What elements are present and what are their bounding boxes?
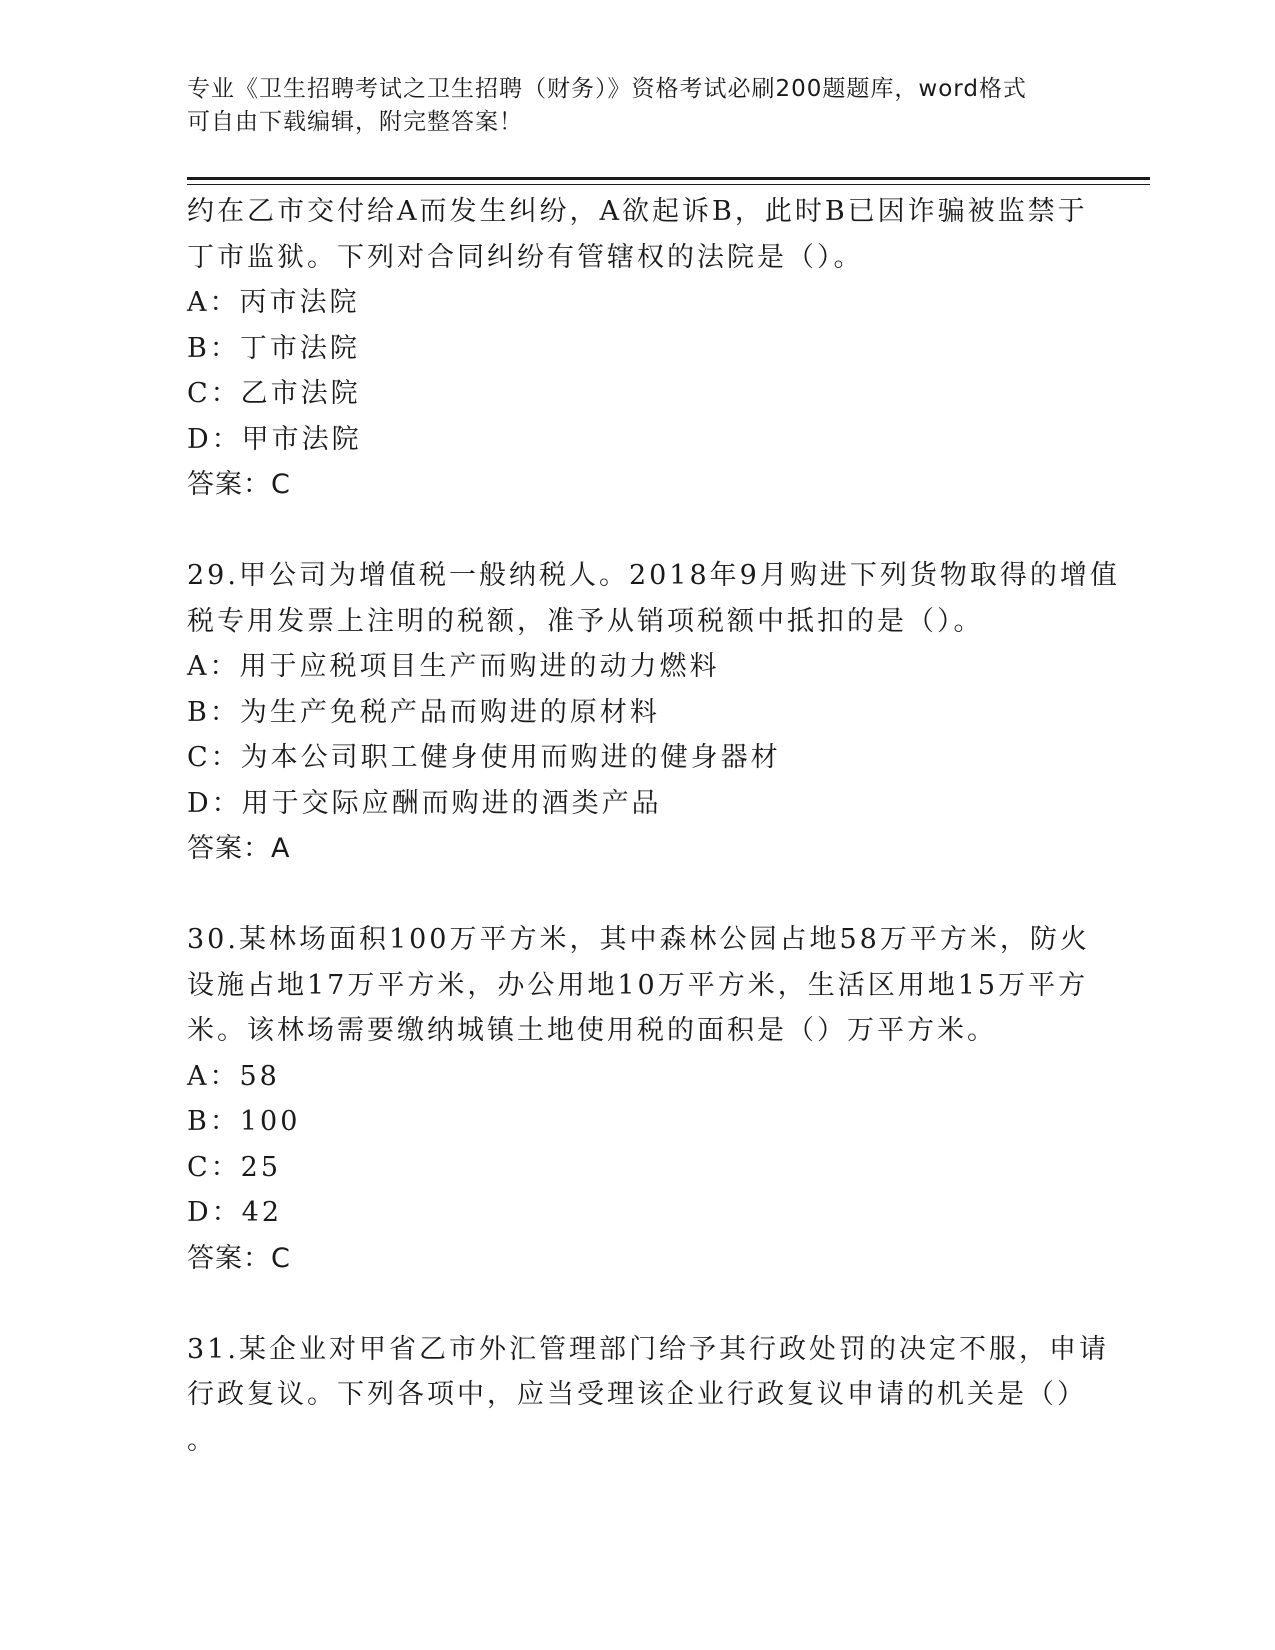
- answer: 答案：A: [187, 833, 291, 864]
- option-c: C：25: [187, 1151, 282, 1183]
- question-text: 约在乙市交付给A而发生纠纷，A欲起诉B，此时B已因诈骗被监禁于: [187, 196, 1088, 227]
- option-d: D：42: [187, 1197, 283, 1228]
- option-a: A：丙市法院: [187, 287, 360, 318]
- question-31: [187, 1327, 1109, 1464]
- header-title-line-2: 可自由下载编辑，附完整答案！: [187, 109, 523, 135]
- spacer: [187, 872, 1087, 918]
- option-c: C：为本公司职工健身使用而购进的健身器材: [187, 742, 781, 773]
- question-text: 设施占地17万平方米，办公用地10万平方米，生活区用地15万平方: [187, 969, 1089, 1001]
- option-a: A：用于应税项目生产而购进的动力燃料: [187, 651, 720, 682]
- question-30: [187, 917, 1090, 1281]
- question-text: 29.甲公司为增值税一般纳税人。2018年9月购进下列货物取得的增值: [187, 560, 1120, 591]
- option-a: A：58: [187, 1060, 280, 1092]
- header-divider-thick: [187, 177, 1150, 180]
- question-list: [187, 189, 1120, 1463]
- option-b: B：丁市法院: [187, 332, 360, 364]
- question-text: 行政复议。下列各项中，应当受理该企业行政复议申请的机关是（）: [187, 1379, 1087, 1410]
- spacer: [187, 1281, 1087, 1327]
- question-28: [187, 189, 1087, 508]
- answer: 答案：C: [187, 469, 291, 500]
- question-text: 30.某林场面积100万平方米，其中森林公园占地58万平方米，防火: [187, 924, 1090, 955]
- option-d: D：用于交际应酬而购进的酒类产品: [187, 787, 662, 819]
- question-29: [187, 553, 1120, 872]
- option-d: D：甲市法院: [187, 423, 362, 455]
- document-header: [187, 73, 1077, 139]
- header-title-line-1: 专业《卫生招聘考试之卫生招聘（财务）》资格考试必刷200题题库，word格式: [187, 76, 1027, 102]
- question-text: 丁市监狱。下列对合同纠纷有管辖权的法院是（）。: [187, 241, 864, 273]
- header-divider-thin: [187, 184, 1150, 185]
- option-b: B：为生产免税产品而购进的原材料: [187, 696, 660, 728]
- question-text: 31.某企业对甲省乙市外汇管理部门给予其行政处罚的决定不服，申请: [187, 1333, 1109, 1365]
- question-text: 。: [187, 1424, 217, 1456]
- answer: 答案：C: [187, 1242, 291, 1274]
- question-text: 米。该林场需要缴纳城镇土地使用税的面积是（）万平方米。: [187, 1015, 997, 1046]
- option-b: B：100: [187, 1106, 301, 1137]
- question-text: 税专用发票上注明的税额，准予从销项税额中抵扣的是（）。: [187, 605, 984, 637]
- option-c: C：乙市法院: [187, 378, 361, 409]
- spacer: [187, 508, 1087, 554]
